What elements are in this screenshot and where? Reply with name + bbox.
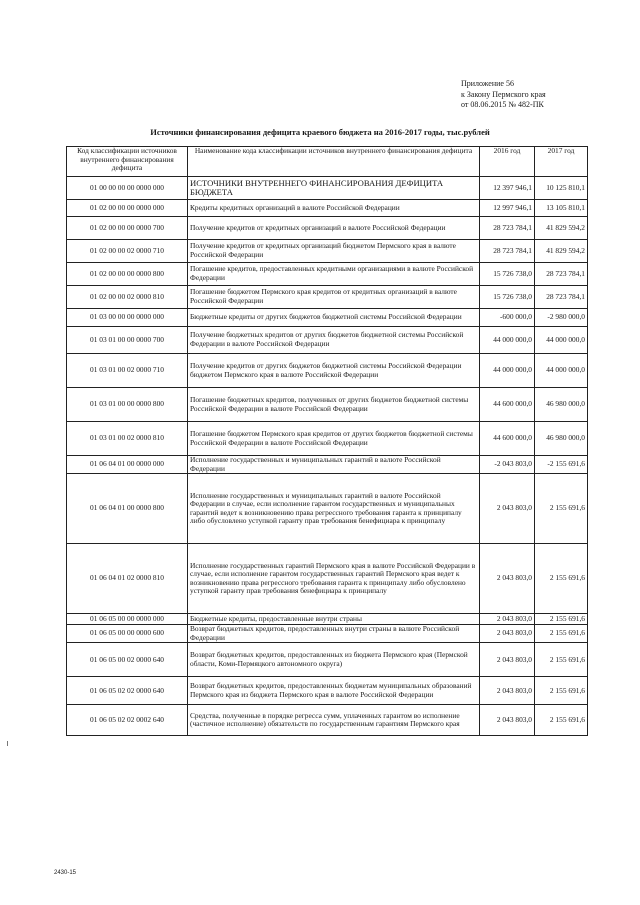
row-value-2016: 44 000 000,0 bbox=[480, 327, 535, 354]
row-code: 01 03 00 00 00 0000 000 bbox=[67, 309, 188, 327]
table-row bbox=[67, 625, 588, 643]
table-row bbox=[67, 309, 588, 327]
row-code: 01 06 05 02 02 0002 640 bbox=[67, 705, 188, 736]
header-2017: 2017 год bbox=[535, 147, 588, 177]
table-row bbox=[67, 544, 588, 614]
table-row bbox=[67, 177, 588, 200]
row-value-2016: 44 600 000,0 bbox=[480, 422, 535, 456]
row-name: ИСТОЧНИКИ ВНУТРЕННЕГО ФИНАНСИРОВАНИЯ ДЕФИЦИТА БЮДЖЕТА bbox=[188, 177, 480, 200]
row-value-2017: 44 000 000,0 bbox=[535, 354, 588, 388]
row-value-2017: 2 155 691,6 bbox=[535, 614, 588, 625]
table-row bbox=[67, 474, 588, 544]
margin-mark bbox=[7, 741, 8, 746]
document-title: Источники финансирования дефицита краевого бюджета на 2016-2017 годы, тыс.рублей bbox=[150, 127, 490, 137]
row-value-2017: 2 155 691,6 bbox=[535, 474, 588, 544]
row-code: 01 03 01 00 02 0000 710 bbox=[67, 354, 188, 388]
row-name: Погашение кредитов, предоставленных кредитными организациями в валюте Российской Федерации bbox=[188, 263, 480, 286]
row-value-2016: 44 000 000,0 bbox=[480, 354, 535, 388]
row-value-2017: 41 829 594,2 bbox=[535, 240, 588, 263]
annex-number: Приложение 56 bbox=[461, 79, 514, 88]
row-code: 01 02 00 00 02 0000 710 bbox=[67, 240, 188, 263]
row-value-2017: 28 723 784,1 bbox=[535, 263, 588, 286]
row-name: Возврат бюджетных кредитов, предоставленных из бюджета Пермского края (Пермской области, Коми-Пермяцкого автономного округа) bbox=[188, 643, 480, 677]
table-row bbox=[67, 354, 588, 388]
table-row bbox=[67, 456, 588, 474]
row-code: 01 02 00 00 00 0000 700 bbox=[67, 217, 188, 240]
row-value-2017: 2 155 691,6 bbox=[535, 625, 588, 643]
row-value-2016: -2 043 803,0 bbox=[480, 456, 535, 474]
annex-date: от 08.06.2015 № 482-ПК bbox=[461, 100, 544, 109]
row-value-2016: 44 600 000,0 bbox=[480, 388, 535, 422]
row-code: 01 03 01 00 02 0000 810 bbox=[67, 422, 188, 456]
row-name: Исполнение государственных и муниципальных гарантий в валюте Российской Федерации в случае, если исполнение гарантом государственных и муниципальных гарантий ведет к возникновению права регрессного требования гаранта к принципалу либо обусловлено уступкой гаранту прав требования бенефициара к принципалу bbox=[188, 474, 480, 544]
row-value-2017: 2 155 691,6 bbox=[535, 677, 588, 705]
row-value-2016: 2 043 803,0 bbox=[480, 677, 535, 705]
row-name: Исполнение государственных и муниципальных гарантий в валюте Российской Федерации bbox=[188, 456, 480, 474]
row-value-2017: 2 155 691,6 bbox=[535, 705, 588, 736]
row-code: 01 03 01 00 00 0000 700 bbox=[67, 327, 188, 354]
row-value-2016: 2 043 803,0 bbox=[480, 544, 535, 614]
table-row bbox=[67, 217, 588, 240]
row-value-2016: 2 043 803,0 bbox=[480, 614, 535, 625]
table-row bbox=[67, 677, 588, 705]
table-row bbox=[67, 705, 588, 736]
row-value-2017: 28 723 784,1 bbox=[535, 286, 588, 309]
row-name: Средства, полученные в порядке регресса сумм, уплаченных гарантом во исполнение (частичное исполнение) обязательств по государственным гарантиям Пермского края bbox=[188, 705, 480, 736]
budget-sources-table bbox=[66, 146, 588, 736]
annex-law: к Закону Пермского края bbox=[461, 89, 546, 99]
table-body bbox=[67, 177, 588, 736]
row-name: Погашение бюджетом Пермского края кредитов от других бюджетов бюджетной системы Российской Федерации в валюте Российской Федерации bbox=[188, 422, 480, 456]
row-name: Получение кредитов от кредитных организаций в валюте Российской Федерации bbox=[188, 217, 480, 240]
row-value-2017: -2 980 000,0 bbox=[535, 309, 588, 327]
header-2016: 2016 год bbox=[480, 147, 535, 177]
annex-header bbox=[461, 79, 546, 111]
header-code: Код классификации источников внутреннего финансирования дефицита bbox=[67, 147, 188, 177]
table-row bbox=[67, 614, 588, 625]
row-value-2017: -2 155 691,6 bbox=[535, 456, 588, 474]
table-header-row bbox=[67, 147, 588, 177]
row-value-2016: -600 000,0 bbox=[480, 309, 535, 327]
row-name: Кредиты кредитных организаций в валюте Российской Федерации bbox=[188, 200, 480, 217]
table-row bbox=[67, 286, 588, 309]
row-value-2017: 46 980 000,0 bbox=[535, 422, 588, 456]
header-name: Наименование кода классификации источников внутреннего финансирования дефицита bbox=[188, 147, 480, 177]
row-code: 01 00 00 00 00 0000 000 bbox=[67, 177, 188, 200]
row-value-2016: 12 997 946,1 bbox=[480, 200, 535, 217]
table-row bbox=[67, 263, 588, 286]
row-value-2017: 13 105 810,1 bbox=[535, 200, 588, 217]
row-value-2016: 15 726 738,0 bbox=[480, 286, 535, 309]
row-value-2016: 2 043 803,0 bbox=[480, 625, 535, 643]
table-row bbox=[67, 327, 588, 354]
row-code: 01 02 00 00 00 0000 800 bbox=[67, 263, 188, 286]
footer-code: 2430-15 bbox=[54, 870, 77, 876]
row-value-2017: 2 155 691,6 bbox=[535, 544, 588, 614]
table-row bbox=[67, 422, 588, 456]
row-name: Получение кредитов от кредитных организаций бюджетом Пермского края в валюте Российской Федерации bbox=[188, 240, 480, 263]
row-code: 01 03 01 00 00 0000 800 bbox=[67, 388, 188, 422]
row-code: 01 02 00 00 02 0000 810 bbox=[67, 286, 188, 309]
row-name: Возврат бюджетных кредитов, предоставленных внутри страны в валюте Российской Федерации bbox=[188, 625, 480, 643]
row-value-2016: 2 043 803,0 bbox=[480, 643, 535, 677]
table-row bbox=[67, 240, 588, 263]
row-value-2017: 41 829 594,2 bbox=[535, 217, 588, 240]
row-value-2016: 28 723 784,1 bbox=[480, 217, 535, 240]
table-row bbox=[67, 643, 588, 677]
row-code: 01 06 04 01 00 0000 800 bbox=[67, 474, 188, 544]
row-value-2016: 12 397 946,1 bbox=[480, 177, 535, 200]
row-value-2016: 15 726 738,0 bbox=[480, 263, 535, 286]
row-name: Получение бюджетных кредитов от других бюджетов бюджетной системы Российской Федерации в валюте Российской Федерации bbox=[188, 327, 480, 354]
row-name: Получение кредитов от других бюджетов бюджетной системы Российской Федерации бюджетом Пермского края в валюте Российской Федерации bbox=[188, 354, 480, 388]
row-value-2017: 2 155 691,6 bbox=[535, 643, 588, 677]
row-name: Возврат бюджетных кредитов, предоставленных бюджетам муниципальных образований Пермского края из бюджета Пермского края в валюте Российской Федерации bbox=[188, 677, 480, 705]
row-value-2016: 2 043 803,0 bbox=[480, 705, 535, 736]
row-name: Погашение бюджетом Пермского края кредитов от кредитных организаций в валюте Российской Федерации bbox=[188, 286, 480, 309]
row-value-2017: 10 125 810,1 bbox=[535, 177, 588, 200]
table-row bbox=[67, 388, 588, 422]
row-code: 01 06 05 00 00 0000 600 bbox=[67, 625, 188, 643]
row-code: 01 06 05 00 00 0000 000 bbox=[67, 614, 188, 625]
row-value-2017: 44 000 000,0 bbox=[535, 327, 588, 354]
row-name: Погашение бюджетных кредитов, полученных от других бюджетов бюджетной системы Российской Федерации в валюте Российской Федерации bbox=[188, 388, 480, 422]
row-code: 01 06 04 01 00 0000 000 bbox=[67, 456, 188, 474]
row-code: 01 06 04 01 02 0000 810 bbox=[67, 544, 188, 614]
row-code: 01 06 05 02 02 0000 640 bbox=[67, 677, 188, 705]
row-value-2016: 28 723 784,1 bbox=[480, 240, 535, 263]
row-code: 01 06 05 00 02 0000 640 bbox=[67, 643, 188, 677]
row-name: Исполнение государственных гарантий Пермского края в валюте Российской Федерации в случае, если исполнение гарантом государственных гарантий Пермского края ведет к возникновению права регрессного требования гаранта к принципалу либо обусловлено уступкой гаранту прав требования бенефициара к принципалу bbox=[188, 544, 480, 614]
row-value-2017: 46 980 000,0 bbox=[535, 388, 588, 422]
row-value-2016: 2 043 803,0 bbox=[480, 474, 535, 544]
table-row bbox=[67, 200, 588, 217]
row-code: 01 02 00 00 00 0000 000 bbox=[67, 200, 188, 217]
row-name: Бюджетные кредиты от других бюджетов бюджетной системы Российской Федерации bbox=[188, 309, 480, 327]
row-name: Бюджетные кредиты, предоставленные внутри страны bbox=[188, 614, 480, 625]
